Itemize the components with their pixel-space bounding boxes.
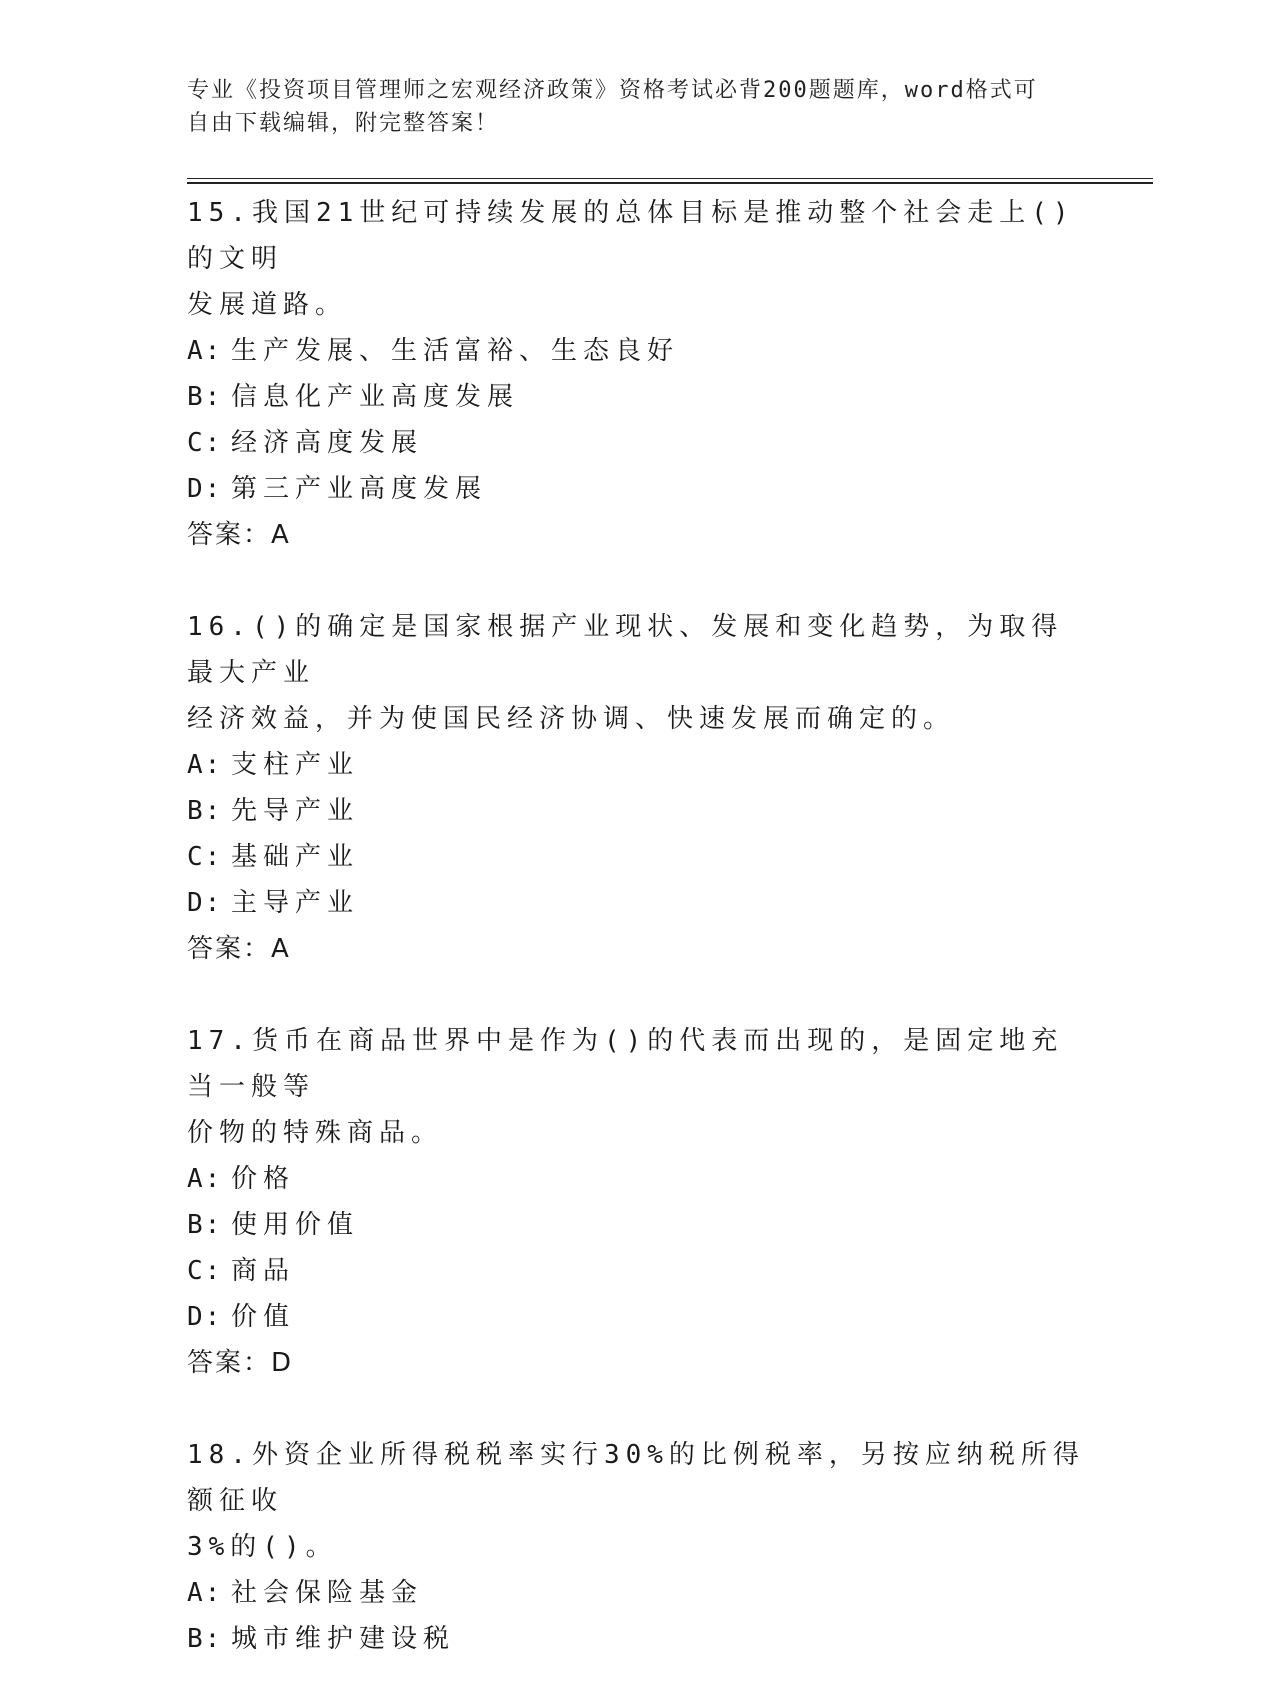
option-key: B: <box>187 796 223 826</box>
option-key: C: <box>187 428 223 458</box>
question-stem-line: 经济效益，并为使国民经济协调、快速发展而确定的。 <box>187 704 956 734</box>
option-text: 生产发展、生活富裕、生态良好 <box>231 336 680 366</box>
option-key: C: <box>187 1256 223 1286</box>
option-key: B: <box>187 382 223 412</box>
option-a <box>187 742 1087 788</box>
option-b <box>187 788 1087 834</box>
question-stem-line: 3%的()。 <box>187 1532 338 1562</box>
option-b <box>187 374 1087 420</box>
option-text: 商品 <box>231 1256 296 1286</box>
option-key: C: <box>187 842 223 872</box>
answer-line: 答案：A <box>187 934 291 964</box>
header-divider-thin <box>187 178 1153 179</box>
question-stem-line: 18.外资企业所得税税率实行30%的比例税率，另按应纳税所得额征收 <box>187 1440 1085 1516</box>
option-text: 支柱产业 <box>231 750 360 780</box>
question-18 <box>187 1432 1087 1662</box>
option-b <box>187 1616 1087 1662</box>
header-line-2: 自由下载编辑，附完整答案！ <box>187 111 500 136</box>
option-d <box>187 880 1087 926</box>
option-key: A: <box>187 750 223 780</box>
question-stem-line: 17.货币在商品世界中是作为()的代表而出现的，是固定地充当一般等 <box>187 1026 1064 1102</box>
header-line-1: 专业《投资项目管理师之宏观经济政策》资格考试必背200题题库，word格式可 <box>187 78 1038 103</box>
option-key: B: <box>187 1624 223 1654</box>
option-key: D: <box>187 888 223 918</box>
question-15 <box>187 190 1087 558</box>
option-d <box>187 466 1087 512</box>
option-a <box>187 1570 1087 1616</box>
question-list <box>187 190 1087 1708</box>
option-c <box>187 420 1087 466</box>
option-key: A: <box>187 1164 223 1194</box>
question-stem-line: 15.我国21世纪可持续发展的总体目标是推动整个社会走上()的文明 <box>187 198 1075 274</box>
question-16 <box>187 604 1087 972</box>
option-text: 城市维护建设税 <box>231 1624 456 1654</box>
question-17 <box>187 1018 1087 1386</box>
option-c <box>187 1248 1087 1294</box>
question-stem-line: 价物的特殊商品。 <box>187 1118 444 1148</box>
answer-line: 答案：D <box>187 1348 294 1378</box>
option-key: A: <box>187 1578 223 1608</box>
option-text: 信息化产业高度发展 <box>231 382 520 412</box>
option-text: 经济高度发展 <box>231 428 424 458</box>
option-key: D: <box>187 1302 223 1332</box>
answer-line: 答案：A <box>187 520 291 550</box>
option-key: B: <box>187 1210 223 1240</box>
option-key: A: <box>187 336 223 366</box>
option-text: 基础产业 <box>231 842 360 872</box>
document-header <box>187 74 1067 140</box>
option-d <box>187 1294 1087 1340</box>
option-a <box>187 328 1087 374</box>
option-text: 主导产业 <box>231 888 360 918</box>
option-text: 价值 <box>231 1302 296 1332</box>
option-text: 使用价值 <box>231 1210 360 1240</box>
option-a <box>187 1156 1087 1202</box>
question-stem-line: 16.()的确定是国家根据产业现状、发展和变化趋势，为取得最大产业 <box>187 612 1064 688</box>
option-text: 社会保险基金 <box>231 1578 424 1608</box>
header-divider-thick <box>187 182 1153 184</box>
option-b <box>187 1202 1087 1248</box>
option-text: 价格 <box>231 1164 296 1194</box>
option-c <box>187 834 1087 880</box>
question-stem-line: 发展道路。 <box>187 290 348 320</box>
option-text: 先导产业 <box>231 796 360 826</box>
option-key: D: <box>187 474 223 504</box>
option-text: 第三产业高度发展 <box>231 474 488 504</box>
